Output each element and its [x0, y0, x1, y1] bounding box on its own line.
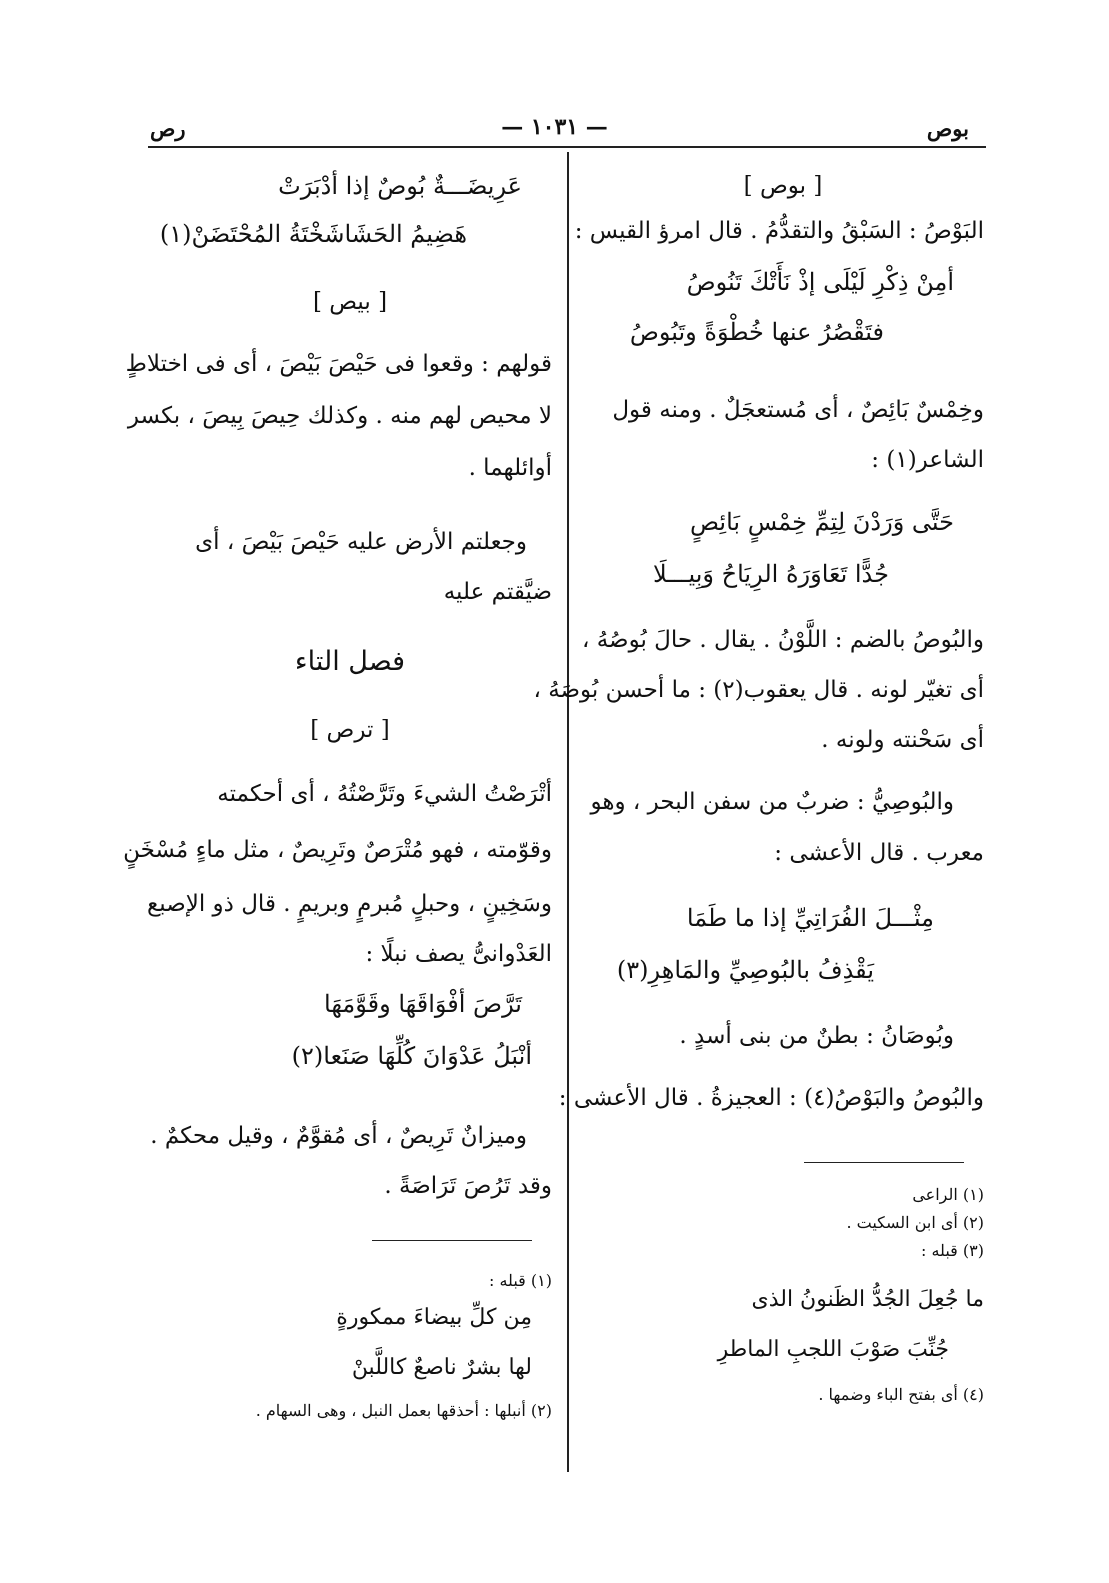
verse-line: عَرِيضَـــةٌ بُوصٌ إذا أدْبَرَتْ — [278, 172, 522, 200]
header-rule — [148, 146, 986, 148]
text-line: أى سَحْنته ولونه . — [821, 727, 984, 753]
footnote: (١) قبله : — [489, 1271, 552, 1290]
text-line: أوائلهما . — [468, 455, 552, 481]
text-line: وقوّمته ، فهو مُتْرَصٌ وتَرِيصٌ ، مثل ماءٍ مُسْخَنٍ — [123, 837, 552, 863]
verse-line: يَقْذِفُ بالبُوصِيِّ والمَاهِرِ(٣) — [616, 956, 874, 984]
text-line: ضيَّقتم عليه — [443, 579, 552, 605]
text-line: وجعلتم الأرض عليه حَيْصَ بَيْصَ ، أى — [195, 529, 527, 555]
entry-heading-bws: [ بوص ] — [743, 173, 823, 199]
footnote-rule — [804, 1162, 964, 1163]
footnote-verse: جُنِّبَ صَوْبَ اللجبِ الماطرِ — [717, 1337, 949, 1362]
text-line: والبُوصُ بالضم : اللَّوْنُ . يقال . حالَ بُوصُهُ ، — [581, 627, 984, 653]
text-line: وميزانٌ تَرِيصٌ ، أى مُقوَّمٌ ، وقيل محكمٌ . — [150, 1123, 527, 1149]
footnote: (٢) أى ابن السكيت . — [846, 1213, 984, 1232]
text-line: الشاعر(١) : — [871, 447, 984, 473]
footnote-verse: لها بشرٌ ناصعٌ كاللَّبنْ — [351, 1355, 532, 1380]
text-line: البَوْصُ : السَبْقُ والتقدُّمُ . قال امرؤ القيس : — [574, 218, 984, 244]
column-divider — [567, 152, 569, 1472]
page-number: — ١٠٣١ — — [501, 114, 608, 140]
section-heading: فصل التاء — [294, 646, 406, 677]
verse-line: مِثْـــلَ الفُرَاتِيِّ إذا ما طَمَا — [686, 904, 934, 932]
footnote: (٣) قبله : — [921, 1241, 984, 1260]
running-head-right: بوص — [926, 116, 969, 141]
footnote-verse: ما جُعِلَ الجُدُّ الظَنونُ الذى — [751, 1287, 984, 1312]
text-line: العَدْوانىُّ يصف نبلًا : — [365, 941, 552, 967]
footnote: (٢) أنبلها : أحذقها بعمل النبل ، وهى السهام . — [255, 1401, 552, 1420]
text-line: والبُوصُ والبَوْصُ(٤) : العجيزةُ . قال الأعشى : — [558, 1085, 984, 1111]
text-line: لا محيص لهم منه . وكذلك حِيصَ بِيصَ ، بكسر — [127, 403, 552, 429]
footnote: (١) الراعى — [912, 1185, 984, 1204]
text-line: وبُوصَانُ : بطنٌ من بنى أسدٍ . — [679, 1023, 954, 1049]
verse-line: أمِنْ ذِكْرِ لَيْلَى إذْ نَأَتْكَ تَنُوصُ — [686, 268, 954, 296]
text-line: أتْرَصْتُ الشيءَ وتَرَّصْتُهُ ، أى أحكمته — [217, 781, 552, 807]
verse-line: أنْبَلُ عَدْوَانَ كُلِّهَا صَنَعا(٢) — [291, 1042, 532, 1070]
text-line: وخِمْسٌ بَائِصٌ ، أى مُستعجَلٌ . ومنه قول — [612, 397, 984, 423]
entry-heading-bys: [ بيص ] — [312, 289, 388, 315]
entry-heading-trs: [ ترص ] — [310, 717, 390, 743]
text-line: وقد تَرُصَ تَرَاصَةً . — [384, 1173, 552, 1199]
verse-line: هَضِيمُ الحَشَاشَخْتَةُ المُحْتَضَنْ(١) — [159, 220, 467, 248]
text-line: أى تغيّر لونه . قال يعقوب(٢) : ما أحسن بُوصَهُ ، — [533, 677, 984, 703]
running-head-left: رص — [150, 116, 186, 141]
text-line: معرب . قال الأعشى : — [774, 840, 984, 866]
verse-line: تَرَّصَ أفْوَاقَهَا وقَوَّمَهَا — [324, 990, 522, 1018]
text-line: قولهم : وقعوا فى حَيْصَ بَيْصَ ، أى فى اختلاطٍ — [125, 351, 552, 377]
text-line: والبُوصِيُّ : ضربٌ من سفن البحر ، وهو — [590, 789, 954, 815]
verse-line: فتَقْصُرُ عنها خُطْوَةً وتَبُوصُ — [629, 318, 884, 346]
footnote: (٤) أى بفتح الباء وضمها . — [818, 1385, 984, 1404]
footnote-verse: مِن كلِّ بيضاءَ ممكورةٍ — [336, 1305, 532, 1330]
text-line: وسَخِينٍ ، وحبلٍ مُبرمٍ وبريمٍ . قال ذو الإصبع — [147, 891, 552, 917]
verse-line: جُدًّا تَعَاوَرَهُ الرِيَاحُ وَبِيـــلَا — [653, 560, 889, 588]
footnote-rule — [372, 1240, 532, 1241]
verse-line: حَتَّى وَرَدْنَ لِتِمِّ خِمْسٍ بَائِصٍ — [690, 508, 954, 536]
